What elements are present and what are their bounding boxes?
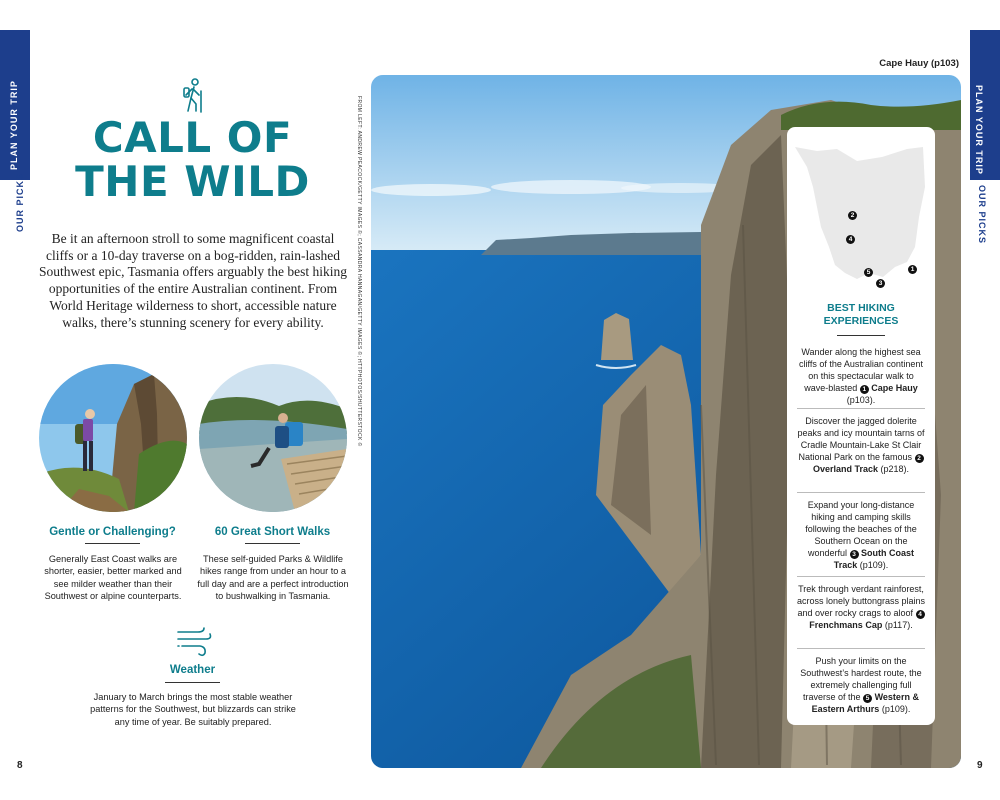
hiker-cliff-photo [39, 364, 187, 512]
card-separator [797, 576, 925, 577]
weather-rule [165, 682, 220, 683]
title-line-2: THE WILD [75, 157, 310, 206]
side-sublabel-right: OUR PICKS [977, 185, 987, 245]
map-marker-4: 4 [846, 235, 855, 244]
feature-heading-short-walks: 60 Great Short Walks [214, 526, 331, 538]
card-separator [797, 648, 925, 649]
page-title [40, 113, 345, 206]
hike-number-5: 5 [863, 694, 872, 703]
hike-item: Discover the jagged dolerite peaks and icy mountain tarns of Cradle Mountain-Lake St Clair National Park on the famous 2 Overland Track (p218). [797, 416, 925, 474]
side-tab-label-right: PLAN YOUR TRIP [974, 85, 984, 175]
title-line-1: CALL OF [92, 113, 293, 162]
feature-rule-gentle [85, 543, 140, 544]
page-number-left: 8 [17, 760, 23, 771]
hike-item: Wander along the highest sea cliffs of the Australian continent on this spectacular walk to wave-blasted 1 Cape Hauy (p103). [799, 347, 923, 405]
hike-name: Overland Track [812, 464, 878, 474]
map-marker-5: 5 [864, 268, 873, 277]
hike-number-1: 1 [860, 385, 869, 394]
feature-rule-short-walks [245, 543, 300, 544]
feature-heading-gentle: Gentle or Challenging? [49, 526, 176, 538]
hike-name: Cape Hauy [871, 383, 918, 393]
feature-text-gentle: Generally East Coast walks are shorter, easier, better marked and see milder weather than their Southwest or alpine counterparts. [44, 554, 182, 601]
hike-number-4: 4 [916, 610, 925, 619]
hike-name: Western & Eastern Arthurs [811, 692, 919, 714]
best-hiking-card [787, 127, 935, 725]
card-title-line-1: BEST HIKING [827, 302, 895, 314]
side-tab-label-left: PLAN YOUR TRIP [9, 80, 19, 170]
hike-item: Push your limits on the Southwest’s hardest route, the extremely challenging full traverse of the 5 Western & Eastern Arthurs (p109). [800, 656, 922, 714]
hike-number-2: 2 [915, 454, 924, 463]
weather-heading: Weather [169, 664, 216, 676]
map-marker-1: 1 [908, 265, 917, 274]
hike-item: Trek through verdant rainforest, across lonely buttongrass plains and over rocky crags to aloof 4 Frenchmans Cap (p117). [796, 584, 926, 630]
hike-item: Expand your long-distance hiking and camping skills following the beaches of the Southern Ocean on the wonderful 3 South Coast Track (p109). [805, 500, 917, 570]
photo-caption: Cape Hauy (p103) [879, 58, 959, 69]
hiker-icon [180, 78, 206, 114]
card-title-rule [837, 335, 885, 336]
side-sublabel-left: OUR PICKS [15, 172, 25, 232]
card-separator [797, 408, 925, 409]
feature-text-short-walks: These self-guided Parks & Wildlife hikes range from under an hour to a full day and are a perfect introduction to bushwalking in Tasmania. [197, 554, 349, 601]
wind-icon [176, 626, 214, 658]
page-number-right: 9 [977, 760, 983, 771]
hike-name: Frenchmans Cap [809, 620, 883, 630]
hike-number-3: 3 [850, 550, 859, 559]
card-separator [797, 492, 925, 493]
photo-credit: FROM LEFT: ANDREW PEACOCK/GETTY IMAGES ©; CASSANDRA HANNAGAN/GETTY IMAGES ©; HTTPHOTOS/SHUTTERSTOCK © [356, 96, 362, 447]
hiker-lake-photo [199, 364, 347, 512]
tasmania-map [787, 127, 935, 302]
intro-paragraph: Be it an afternoon stroll to some magnificent coastal cliffs or a 10-day traverse on a bog-ridden, rain-lashed Southwest epic, Tasmania offers arguably the best hiking opportunities of the entire Australian continent. From World Heritage wilderness to short, accessible nature walks, there’s stunning scenery for every ability. [39, 231, 347, 330]
weather-text: January to March brings the most stable weather patterns for the Southwest, but blizzards can strike any time of year. Be suitably prepared. [90, 692, 296, 727]
map-marker-3: 3 [876, 279, 885, 288]
card-title [787, 302, 935, 328]
card-title-line-2: EXPERIENCES [823, 315, 899, 327]
hike-name: South Coast Track [833, 548, 915, 570]
map-marker-2: 2 [848, 211, 857, 220]
